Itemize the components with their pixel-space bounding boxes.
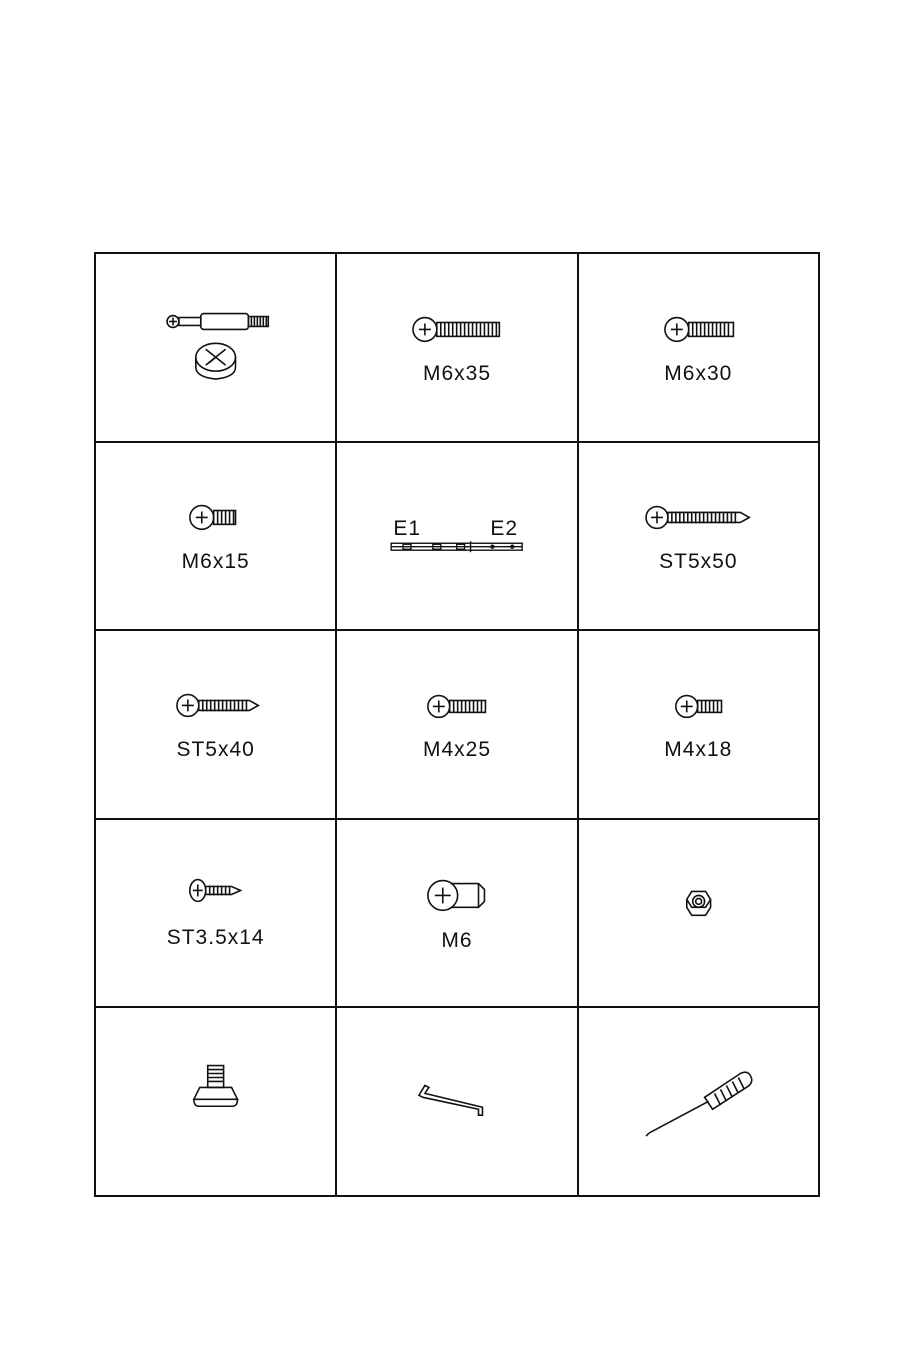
part-label: ST5x40: [176, 738, 255, 762]
part-cell-m6: [337, 820, 578, 1009]
screwdriver-icon: [579, 1008, 818, 1195]
part-cell-m6x15: [96, 443, 337, 632]
part-label: M6x15: [181, 549, 250, 573]
slide-label-e1: E1: [393, 516, 422, 540]
cam-lock-fitting-icon: [96, 254, 335, 441]
part-label: M4x18: [664, 738, 733, 762]
hardware-parts-table: [94, 252, 820, 1197]
part-label: M6x35: [422, 362, 491, 385]
wood-screw-st3-5x14-icon: [96, 820, 335, 1007]
part-cell-st5x50: [579, 443, 820, 632]
wood-screw-st5x50-icon: [579, 443, 818, 630]
part-cell-m6x30: [579, 254, 820, 443]
part-cell-allen-key: [337, 1008, 578, 1197]
part-label: M6x30: [664, 362, 733, 385]
screw-m6x30-icon: [579, 254, 818, 441]
part-cell-cam-lock: [96, 254, 337, 443]
part-cell-st5x40: [96, 631, 337, 820]
part-label: ST3.5x14: [166, 925, 265, 949]
drawer-slide-rail-icon: [337, 443, 576, 630]
part-cell-screwdriver: [579, 1008, 820, 1197]
slide-label-e2: E2: [490, 516, 519, 540]
leveling-foot-icon: [96, 1008, 335, 1195]
wood-screw-st5x40-icon: [96, 631, 335, 818]
part-cell-m4x18: [579, 631, 820, 820]
part-cell-drawer-slide: [337, 443, 578, 632]
part-label: ST5x50: [659, 549, 738, 573]
screw-m4x18-icon: [579, 631, 818, 818]
hex-lock-nut-icon: [579, 820, 818, 1007]
allen-key-icon: [337, 1008, 576, 1195]
part-label: M6: [441, 928, 473, 952]
screw-m6x15-icon: [96, 443, 335, 630]
barrel-nut-m6-icon: [337, 820, 576, 1007]
screw-m4x25-icon: [337, 631, 576, 818]
part-cell-m4x25: [337, 631, 578, 820]
screw-m6x35-icon: [337, 254, 576, 441]
part-label: M4x25: [422, 738, 491, 762]
part-cell-st35x14: [96, 820, 337, 1009]
part-cell-leveling-foot: [96, 1008, 337, 1197]
part-cell-m6x35: [337, 254, 578, 443]
part-cell-lock-nut: [579, 820, 820, 1009]
